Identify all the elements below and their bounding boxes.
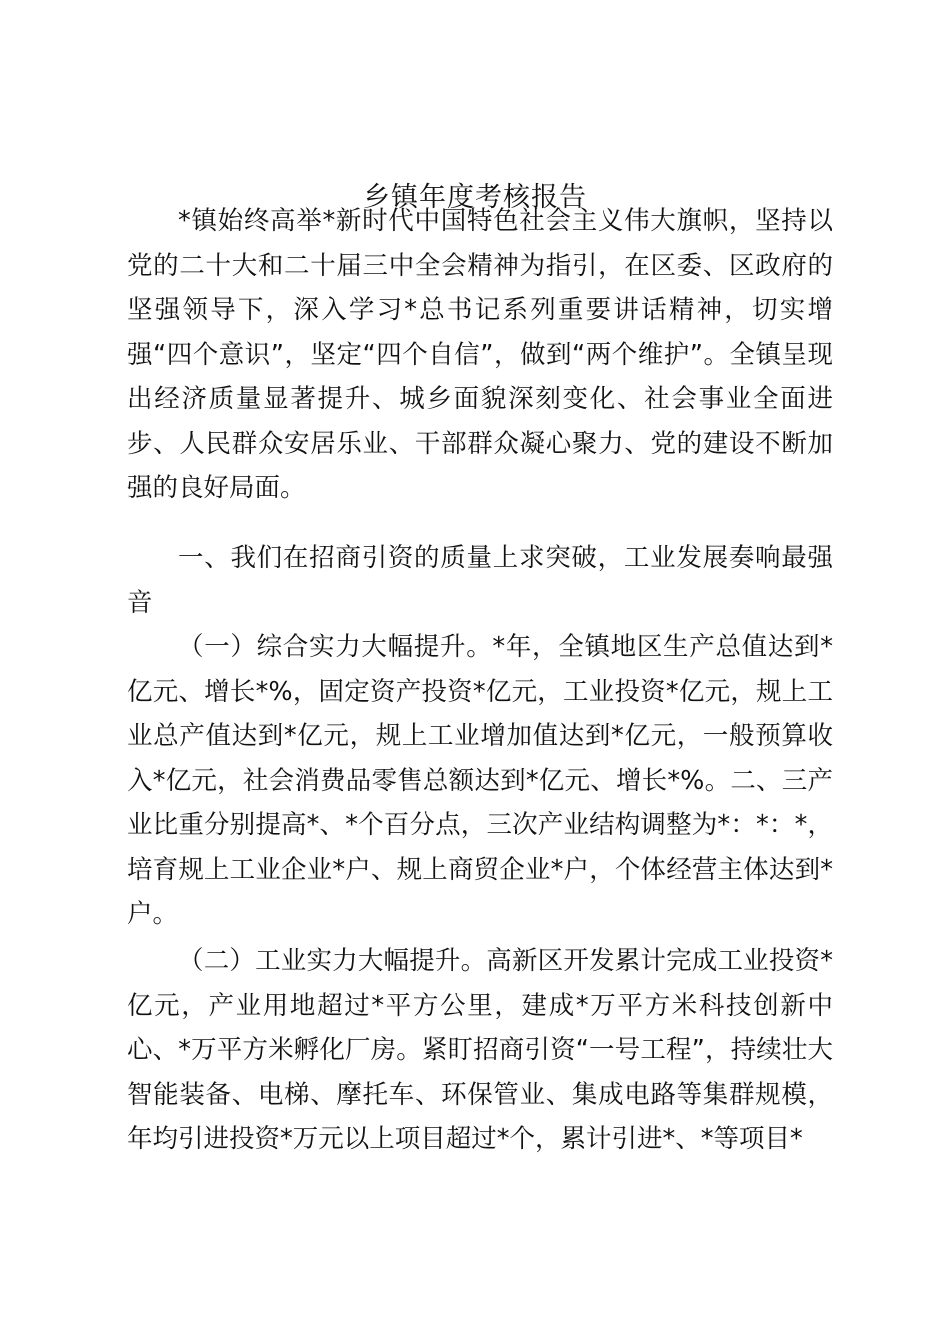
subsection-paragraph-2: （二）工业实力大幅提升。高新区开发累计完成工业投资*亿元，产业用地超过*平方公里，建成*万平方米科技创新中心、*万平方米孵化厂房。紧盯招商引资“一号工程”，持续壮大智能装备、电梯、摩托车、环保管业、集成电路等集群规模，年均引进投资*万元以上项目超过*个，累计引进*、*等项目*	[127, 946, 833, 1154]
subsection-paragraph-1: （一）综合实力大幅提升。*年，全镇地区生产总值达到*亿元、增长*%，固定资产投资*亿元，工业投资*亿元，规上工业总产值达到*亿元，规上工业增加值达到*亿元，一般预算收入*亿元，社会消费品零售总额达到*亿元、增长*%。二、三产业比重分别提高*、*个百分点，三次产业结构调整为*：*：*，培育规上工业企业*户、规上商贸企业*户，个体经营主体达到*户。	[127, 632, 833, 929]
intro-paragraph: *镇始终高举*新时代中国特色社会主义伟大旗帜，坚持以党的二十大和二十届三中全会精神为指引，在区委、区政府的坚强领导下，深入学习*总书记系列重要讲话精神，切实增强“四个意识”，坚定“四个自信”，做到“两个维护”。全镇呈现出经济质量显著提升、城乡面貌深刻变化、社会事业全面进步、人民群众安居乐业、干部群众凝心聚力、党的建设不断加强的良好局面。	[127, 206, 833, 503]
section-heading-1: 一、我们在招商引资的质量上求突破，工业发展奏响最强音	[127, 543, 833, 618]
document-title: 乡镇年度考核报告	[363, 182, 587, 213]
